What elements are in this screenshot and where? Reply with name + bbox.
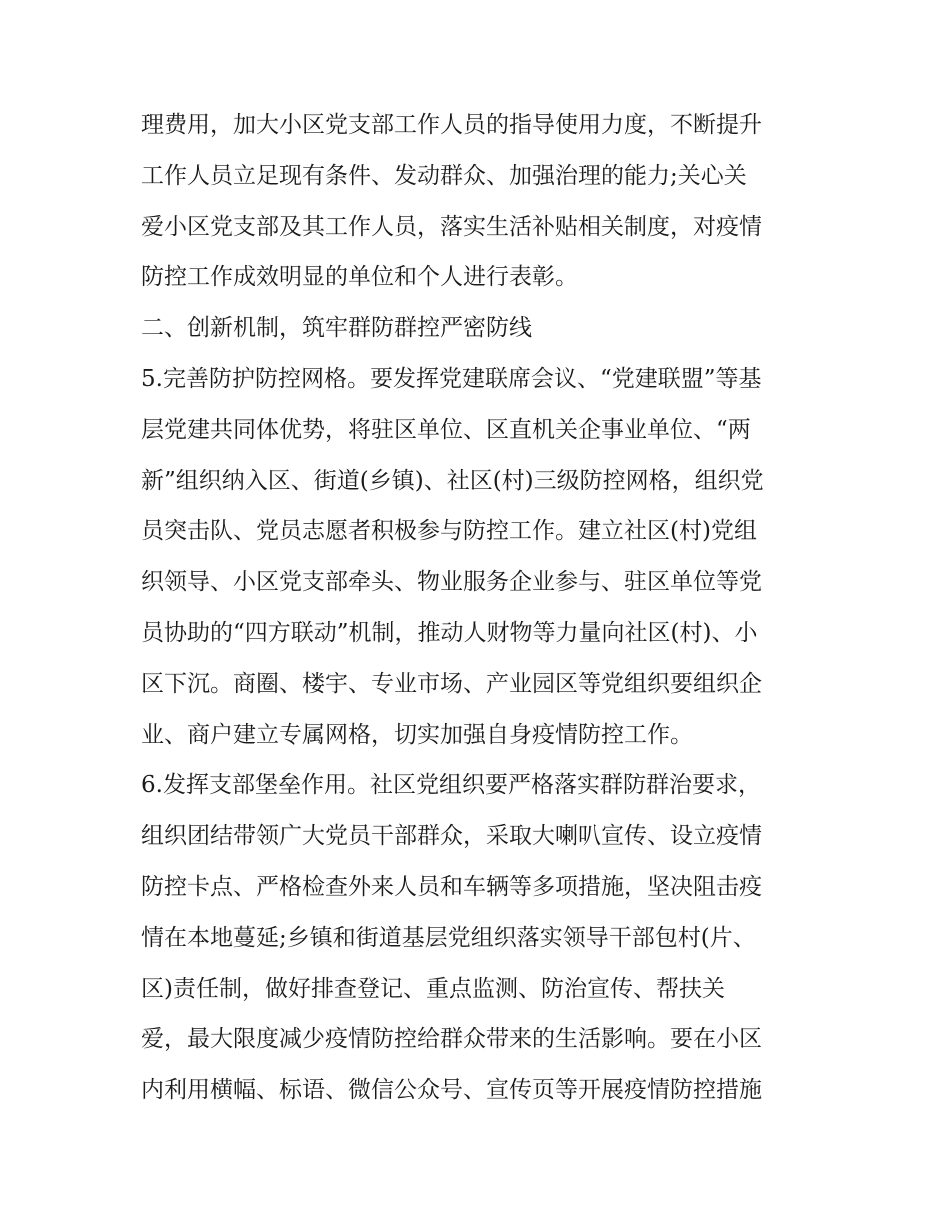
text-line: 爱，最大限度减少疫情防控给群众带来的生活影响。要在小区 [141,1026,762,1053]
text-line: 业、商户建立专属网格，切实加强自身疫情防控工作。 [141,721,693,748]
text-line: 5.完善防护防控网格。要发挥党建联席会议、“党建联盟”等基 [141,365,762,392]
section-heading: 二、创新机制，筑牢群防群控严密防线 [141,315,532,342]
text-line: 组织团结带领广大党员干部群众，采取大喇叭宣传、设立疫情 [141,823,762,850]
text-line: 内利用横幅、标语、微信公众号、宣传页等开展疫情防控措施 [141,1077,762,1104]
text-line: 6.发挥支部堡垒作用。社区党组织要严格落实群防群治要求， [141,772,761,799]
text-line: 员突击队、党员志愿者积极参与防控工作。建立社区(村)党组 [141,518,757,545]
text-line: 员协助的“四方联动”机制，推动人财物等力量向社区(村)、小 [141,619,758,646]
text-line: 工作人员立足现有条件、发动群众、加强治理的能力;关心关 [141,162,747,189]
document-body [141,100,821,1116]
text-line: 爱小区党支部及其工作人员，落实生活补贴相关制度，对疫情 [141,213,762,240]
text-line: 区)责任制，做好排查登记、重点监测、防治宣传、帮扶关 [141,975,725,1002]
text-line: 防控卡点、严格检查外来人员和车辆等多项措施，坚决阻击疫 [141,873,762,900]
text-line: 织领导、小区党支部牵头、物业服务企业参与、驻区单位等党 [141,569,762,596]
text-line: 新”组织纳入区、街道(乡镇)、社区(村)三级防控网格，组织党 [141,467,764,494]
text-line: 层党建共同体优势，将驻区单位、区直机关企事业单位、“两 [141,416,751,443]
text-line: 防控工作成效明显的单位和个人进行表彰。 [141,264,578,291]
text-line: 情在本地蔓延;乡镇和街道基层党组织落实领导干部包村(片、 [141,924,756,951]
text-line: 区下沉。商圈、楼宇、专业市场、产业园区等党组织要组织企 [141,670,762,697]
text-line: 理费用，加大小区党支部工作人员的指导使用力度，不断提升 [141,112,762,138]
